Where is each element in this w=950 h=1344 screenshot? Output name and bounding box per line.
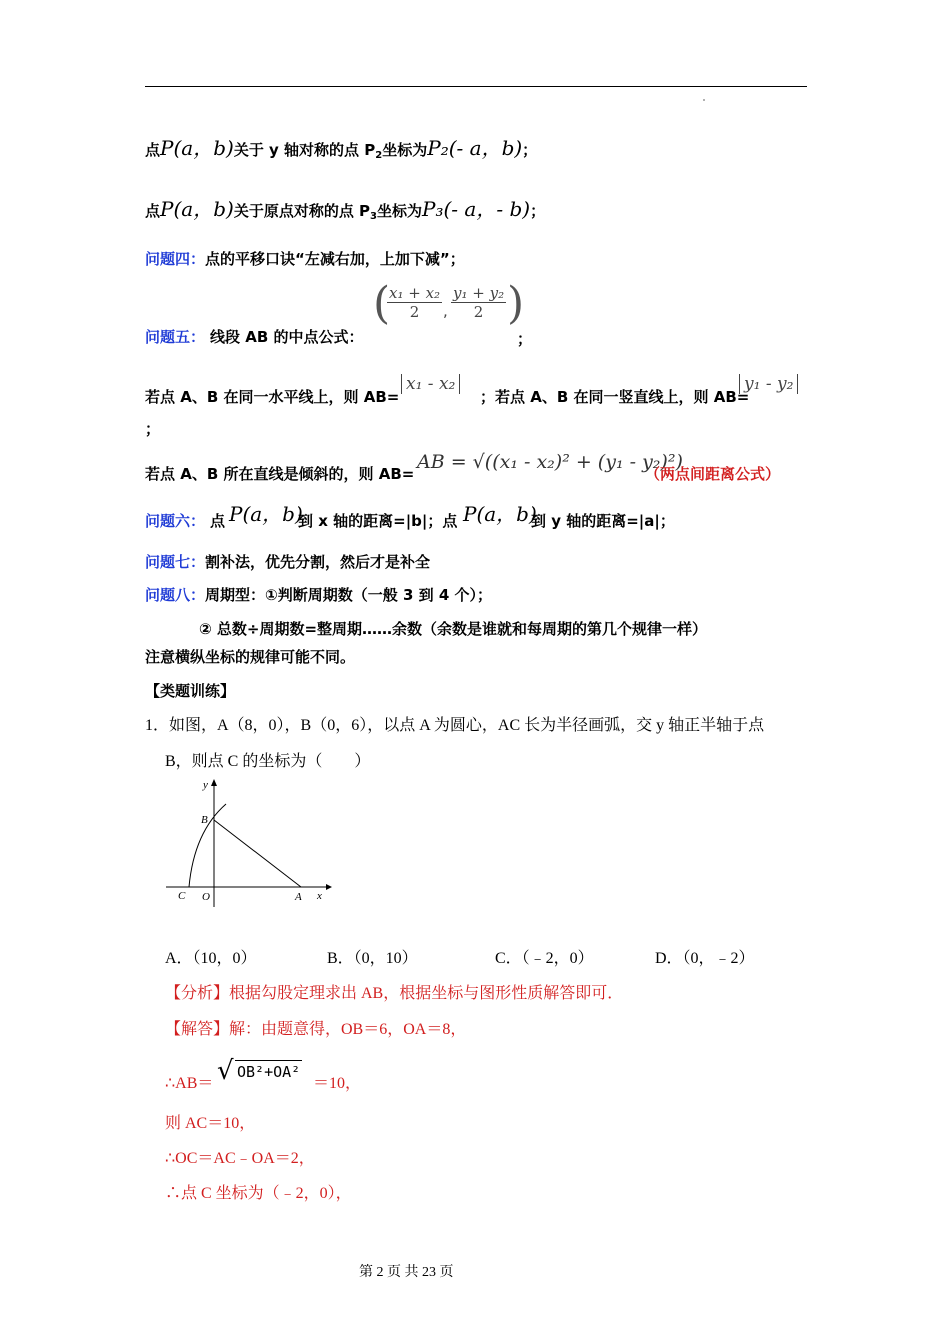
math-distance-formula: AB = √((x₁ - x₂)² + (y₁ - y₂)²) — [417, 451, 683, 473]
option-c[interactable]: C．（﹣2，0） — [495, 950, 594, 967]
question-eight-line3 — [145, 646, 355, 667]
x-arrow-icon — [326, 884, 332, 890]
question-label: 问题八： — [145, 586, 206, 604]
text-coord: 坐标为 — [377, 202, 423, 220]
option-b[interactable]: B．（0，10） — [327, 950, 418, 967]
y-arrow-icon — [211, 779, 217, 786]
text-prefix: 点 — [145, 202, 161, 220]
label-a: A — [295, 891, 302, 903]
comma: , — [443, 302, 448, 320]
header-dot — [703, 99, 705, 101]
math-abs-y: y₁ - y₂ — [739, 374, 798, 394]
question-text: ② 总数÷周期数=整周期……余数（余数是谁就和每周期的第几个规律一样） — [199, 620, 708, 638]
question-seven — [145, 551, 430, 572]
question-eight — [145, 584, 492, 605]
text-vertical: ；若点 A、B 在同一竖直线上，则 AB= — [480, 388, 750, 406]
numerator-y: y₁ + y₂ — [453, 284, 505, 302]
midpoint-y-fraction — [451, 284, 506, 321]
solution-line3: 则 AC＝10， — [165, 1115, 256, 1132]
text-origin: 关于原点对称的点 P — [233, 202, 371, 220]
analysis: 【分析】根据勾股定理求出 AB，根据坐标与图形性质解答即可． — [165, 985, 624, 1002]
question-label: 问题七： — [145, 553, 206, 571]
question-label: 问题四： — [145, 250, 206, 268]
text-end: ； — [145, 420, 161, 438]
problem-figure — [160, 774, 335, 914]
page-footer: 第 2 页 共 23 页 — [359, 1265, 454, 1280]
math-point-p3: P₃(- a，- b) — [422, 197, 531, 221]
numerator-x: x₁ + x₂ — [389, 284, 441, 302]
text-prefix: 点 — [145, 141, 161, 159]
text-point: 点 — [210, 512, 226, 530]
subscript: 3 — [370, 211, 377, 222]
math-point-p: P(a，b) — [160, 197, 234, 221]
label-b: B — [201, 814, 208, 826]
math-abs-x: x₁ - x₂ — [401, 374, 460, 394]
text-end: ； — [522, 141, 538, 159]
label-o: O — [202, 891, 210, 903]
text-horizontal: 若点 A、B 在同一水平线上，则 AB= — [145, 388, 400, 406]
option-a[interactable]: A．（10，0） — [165, 950, 257, 967]
question-text: 点的平移口诀“左减右加，上加下减”； — [205, 250, 465, 268]
text-y-axis: 关于 y 轴对称的点 P — [233, 141, 376, 159]
option-d[interactable]: D．（0，﹣2） — [655, 950, 755, 967]
line-y-axis-symmetry — [145, 132, 537, 161]
label-y: y — [203, 779, 208, 791]
text-end: ； — [517, 330, 533, 348]
question-label: 问题六： — [145, 512, 206, 530]
text-coord: 坐标为 — [382, 141, 428, 159]
sqrt-icon: √ — [217, 1056, 234, 1086]
math-point-p: P(a，b) — [229, 502, 303, 526]
subscript: 2 — [375, 150, 383, 161]
math-point-p: P(a，b) — [463, 502, 537, 526]
solution-ab-prefix: ∴AB＝ — [165, 1075, 214, 1092]
question-text: 注意横纵坐标的规律可能不同。 — [145, 648, 356, 666]
label-c: C — [178, 890, 186, 902]
solution-ab-result: ＝10， — [313, 1075, 362, 1092]
problem-1-line1: 1．如图，A（8，0），B（0，6），以点 A 为圆心，AC 长为半径画弧，交 y 轴正半轴于点 — [145, 717, 765, 734]
question-four — [145, 248, 465, 269]
question-text: 周期型：①判断周期数（一般 3 到 4 个）； — [205, 586, 492, 604]
sqrt-radicand: OB²+OA² — [235, 1060, 302, 1081]
question-label: 问题五： — [145, 328, 206, 346]
formula-note: （两点间距离公式） — [645, 465, 781, 483]
solution-line1: 【解答】解：由题意得，OB＝6，OA＝8， — [165, 1021, 467, 1038]
text-y-distance: 到 y 轴的距离=|a|； — [531, 512, 675, 530]
denominator-y: 2 — [473, 303, 484, 321]
paren-right: ) — [507, 278, 525, 329]
text-oblique: 若点 A、B 所在直线是倾斜的，则 AB= — [145, 465, 415, 483]
segment-ab — [214, 820, 301, 887]
problem-1-line2: B，则点 C 的坐标为（ ） — [165, 753, 371, 770]
math-point-p2: P₂(- a，b) — [427, 136, 523, 160]
denominator-x: 2 — [409, 303, 420, 321]
midpoint-x-fraction — [387, 284, 442, 321]
paren-left: ( — [373, 278, 391, 329]
line-origin-symmetry — [145, 193, 545, 222]
solution-line4: ∴OC＝AC﹣OA＝2， — [165, 1150, 315, 1167]
question-text: 割补法，优先分割，然后才是补全 — [205, 553, 431, 571]
question-eight-line2 — [199, 618, 707, 639]
text-x-distance: 到 x 轴的距离=|b|；点 — [298, 512, 458, 530]
section-title: 【类题训练】 — [145, 682, 236, 700]
label-x: x — [317, 890, 322, 902]
question-text: 线段 AB 的中点公式： — [210, 328, 364, 346]
math-point-p: P(a，b) — [160, 136, 234, 160]
header-rule — [145, 86, 807, 87]
solution-line5: ∴点 C 坐标为（﹣2，0）， — [165, 1185, 352, 1202]
text-end: ； — [530, 202, 546, 220]
